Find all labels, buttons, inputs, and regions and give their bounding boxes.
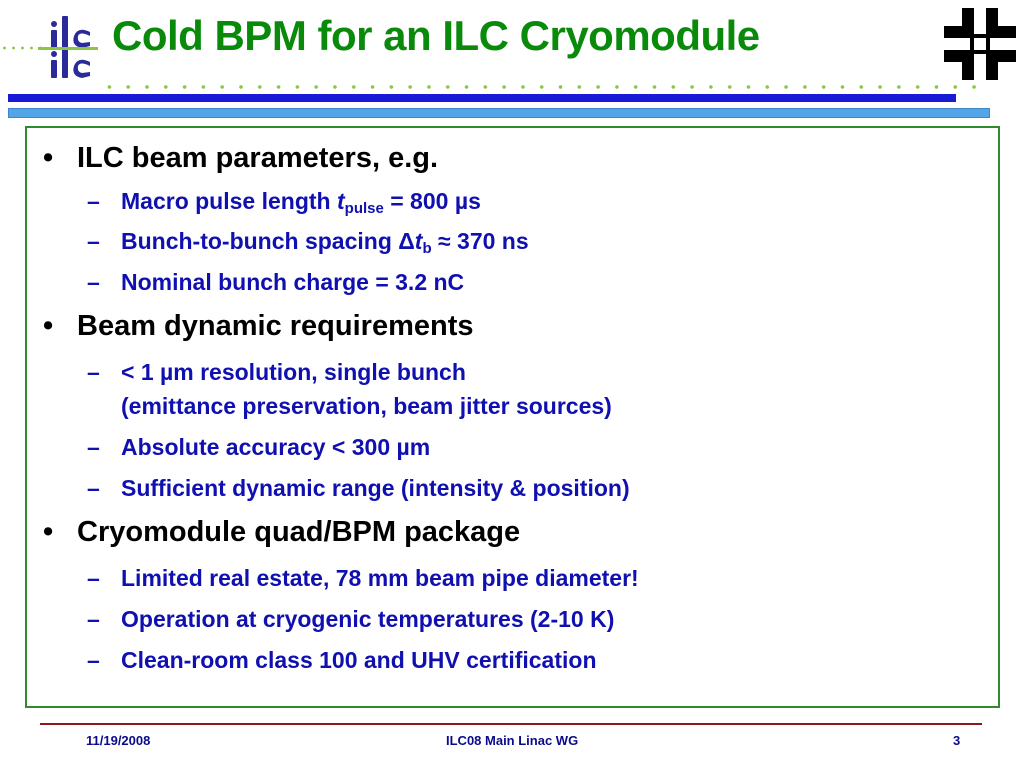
bullet-heading: • Cryomodule quad/BPM package bbox=[43, 516, 521, 548]
sub-bullet: – Limited real estate, 78 mm beam pipe diameter! bbox=[87, 561, 639, 595]
header-bar-dark bbox=[8, 94, 956, 102]
decorative-dots-row bbox=[100, 84, 980, 90]
dash-marker: – bbox=[87, 475, 100, 501]
bullet-dot: • bbox=[43, 516, 54, 548]
dash-marker: – bbox=[87, 188, 100, 214]
dash-marker: – bbox=[87, 647, 100, 673]
slide-title: Cold BPM for an ILC Cryomodule bbox=[112, 12, 760, 59]
header-bar-light bbox=[8, 108, 990, 118]
sub-bullet: – Sufficient dynamic range (intensity & position) bbox=[87, 471, 630, 505]
bullet-heading: • Beam dynamic requirements bbox=[43, 310, 474, 342]
dash-marker: – bbox=[87, 269, 100, 295]
footer-date: 11/19/2008 bbox=[86, 733, 151, 748]
dash-marker: – bbox=[87, 565, 100, 591]
ilc-logo bbox=[38, 14, 98, 82]
sub-bullet: – Operation at cryogenic temperatures (2-10 K) bbox=[87, 602, 614, 636]
fermilab-logo bbox=[942, 6, 1018, 82]
sub-bullet: – Clean-room class 100 and UHV certification bbox=[87, 643, 597, 677]
sub-bullet: – Macro pulse length $t_{pulse} = 800$ µs bbox=[87, 184, 481, 226]
page-number: 3 bbox=[953, 733, 961, 748]
dash-marker: – bbox=[87, 434, 100, 460]
sub-bullet: – Absolute accuracy < 300 µm bbox=[87, 430, 430, 464]
bullet-heading: • ILC beam parameters, e.g. bbox=[43, 142, 439, 174]
footer-center-label: ILC08 Main Linac WG bbox=[446, 733, 579, 748]
dash-marker: – bbox=[87, 359, 100, 385]
sub-bullet: – Nominal bunch charge = 3.2 nC bbox=[87, 265, 464, 299]
bullet-dot: • bbox=[43, 142, 54, 174]
content-box bbox=[25, 126, 1000, 708]
sub-bullet: – Bunch-to-bunch spacing $\Delta t_b \approx 370$ ns bbox=[87, 224, 529, 266]
footer-divider bbox=[40, 723, 982, 725]
bullet-dot: • bbox=[43, 310, 54, 342]
dash-marker: – bbox=[87, 606, 100, 632]
sub-bullet: – < 1 µm resolution, single bunch (emittance preservation, beam jitter sources) bbox=[87, 355, 612, 423]
dash-marker: – bbox=[87, 228, 100, 254]
